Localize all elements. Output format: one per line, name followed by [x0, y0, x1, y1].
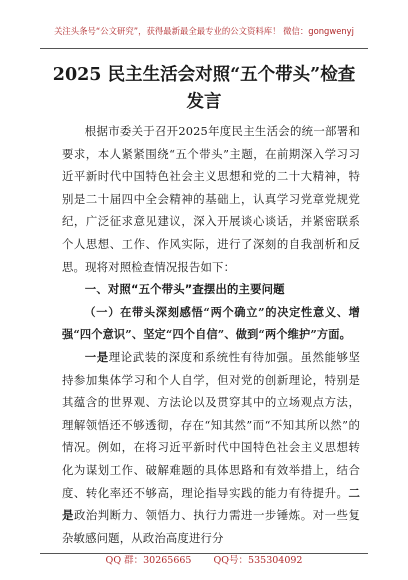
document-body — [62, 120, 360, 549]
footer-qq-number: QQ号：535304092 — [213, 555, 303, 566]
document-title — [40, 62, 368, 116]
intro-paragraph: 根据市委关于召开2025年度民主生活会的统一部署和要求，本人紧紧围绕“五个带头”主题，在前期深入学习习近平新时代中国特色社会主义思想和党的二十大精神，特别是二十届四中全会精神的基础上，认真学习党章党规党纪，广泛征求意见建议，深入开展谈心谈话，并紧密联系个人思想、工作、作风实际，进行了深刻的自我剖析和反思。现将对照检查情况报告如下： — [62, 124, 360, 274]
footer-qq-group: QQ 群：30265665 — [105, 555, 192, 566]
point-1-text: 理论武装的深度和系统性有待加强。虽然能够坚持参加集体学习和个人自学，但对党的创新理论，特别是其蕴含的世界观、方法论以及贯穿其中的立场观点方法，理解领悟还不够透彻，存在“知其然”而“不知其所以然”的情况。例如，在将习近平新时代中国特色社会主义思想转化为谋划工作、破解难题的具体思路和有效举措上，结合度、转化率还不够高，理论指导实践的能力有待提升。 — [62, 349, 360, 500]
page-footer — [40, 553, 368, 570]
point-1-label: 一是 — [84, 349, 109, 364]
point-paragraph — [62, 346, 360, 549]
subsection-heading: （一）在带头深刻感悟“两个确立”的决定性意义、增强“四个意识”、坚定“四个自信”、做到“两个维护”方面。 — [62, 304, 360, 342]
point-2-text: 政治判断力、领悟力、执行力需进一步锤炼。对一些复杂敏感问题，从政治高度进行分 — [62, 508, 360, 545]
title-line-2: 发言 — [186, 92, 222, 112]
title-line-1: 2025 民主生活会对照“五个带头”检查 — [52, 65, 356, 85]
header-promo-text: 关注头条号“公文研究”，获得最新最全最专业的公文资料库！ 微信：gongwenyj — [54, 26, 354, 36]
page-header — [40, 24, 368, 49]
point-2-label: 二是 — [62, 485, 360, 523]
section-heading: 一、对照“五个带头”查摆出的主要问题 — [84, 282, 285, 297]
